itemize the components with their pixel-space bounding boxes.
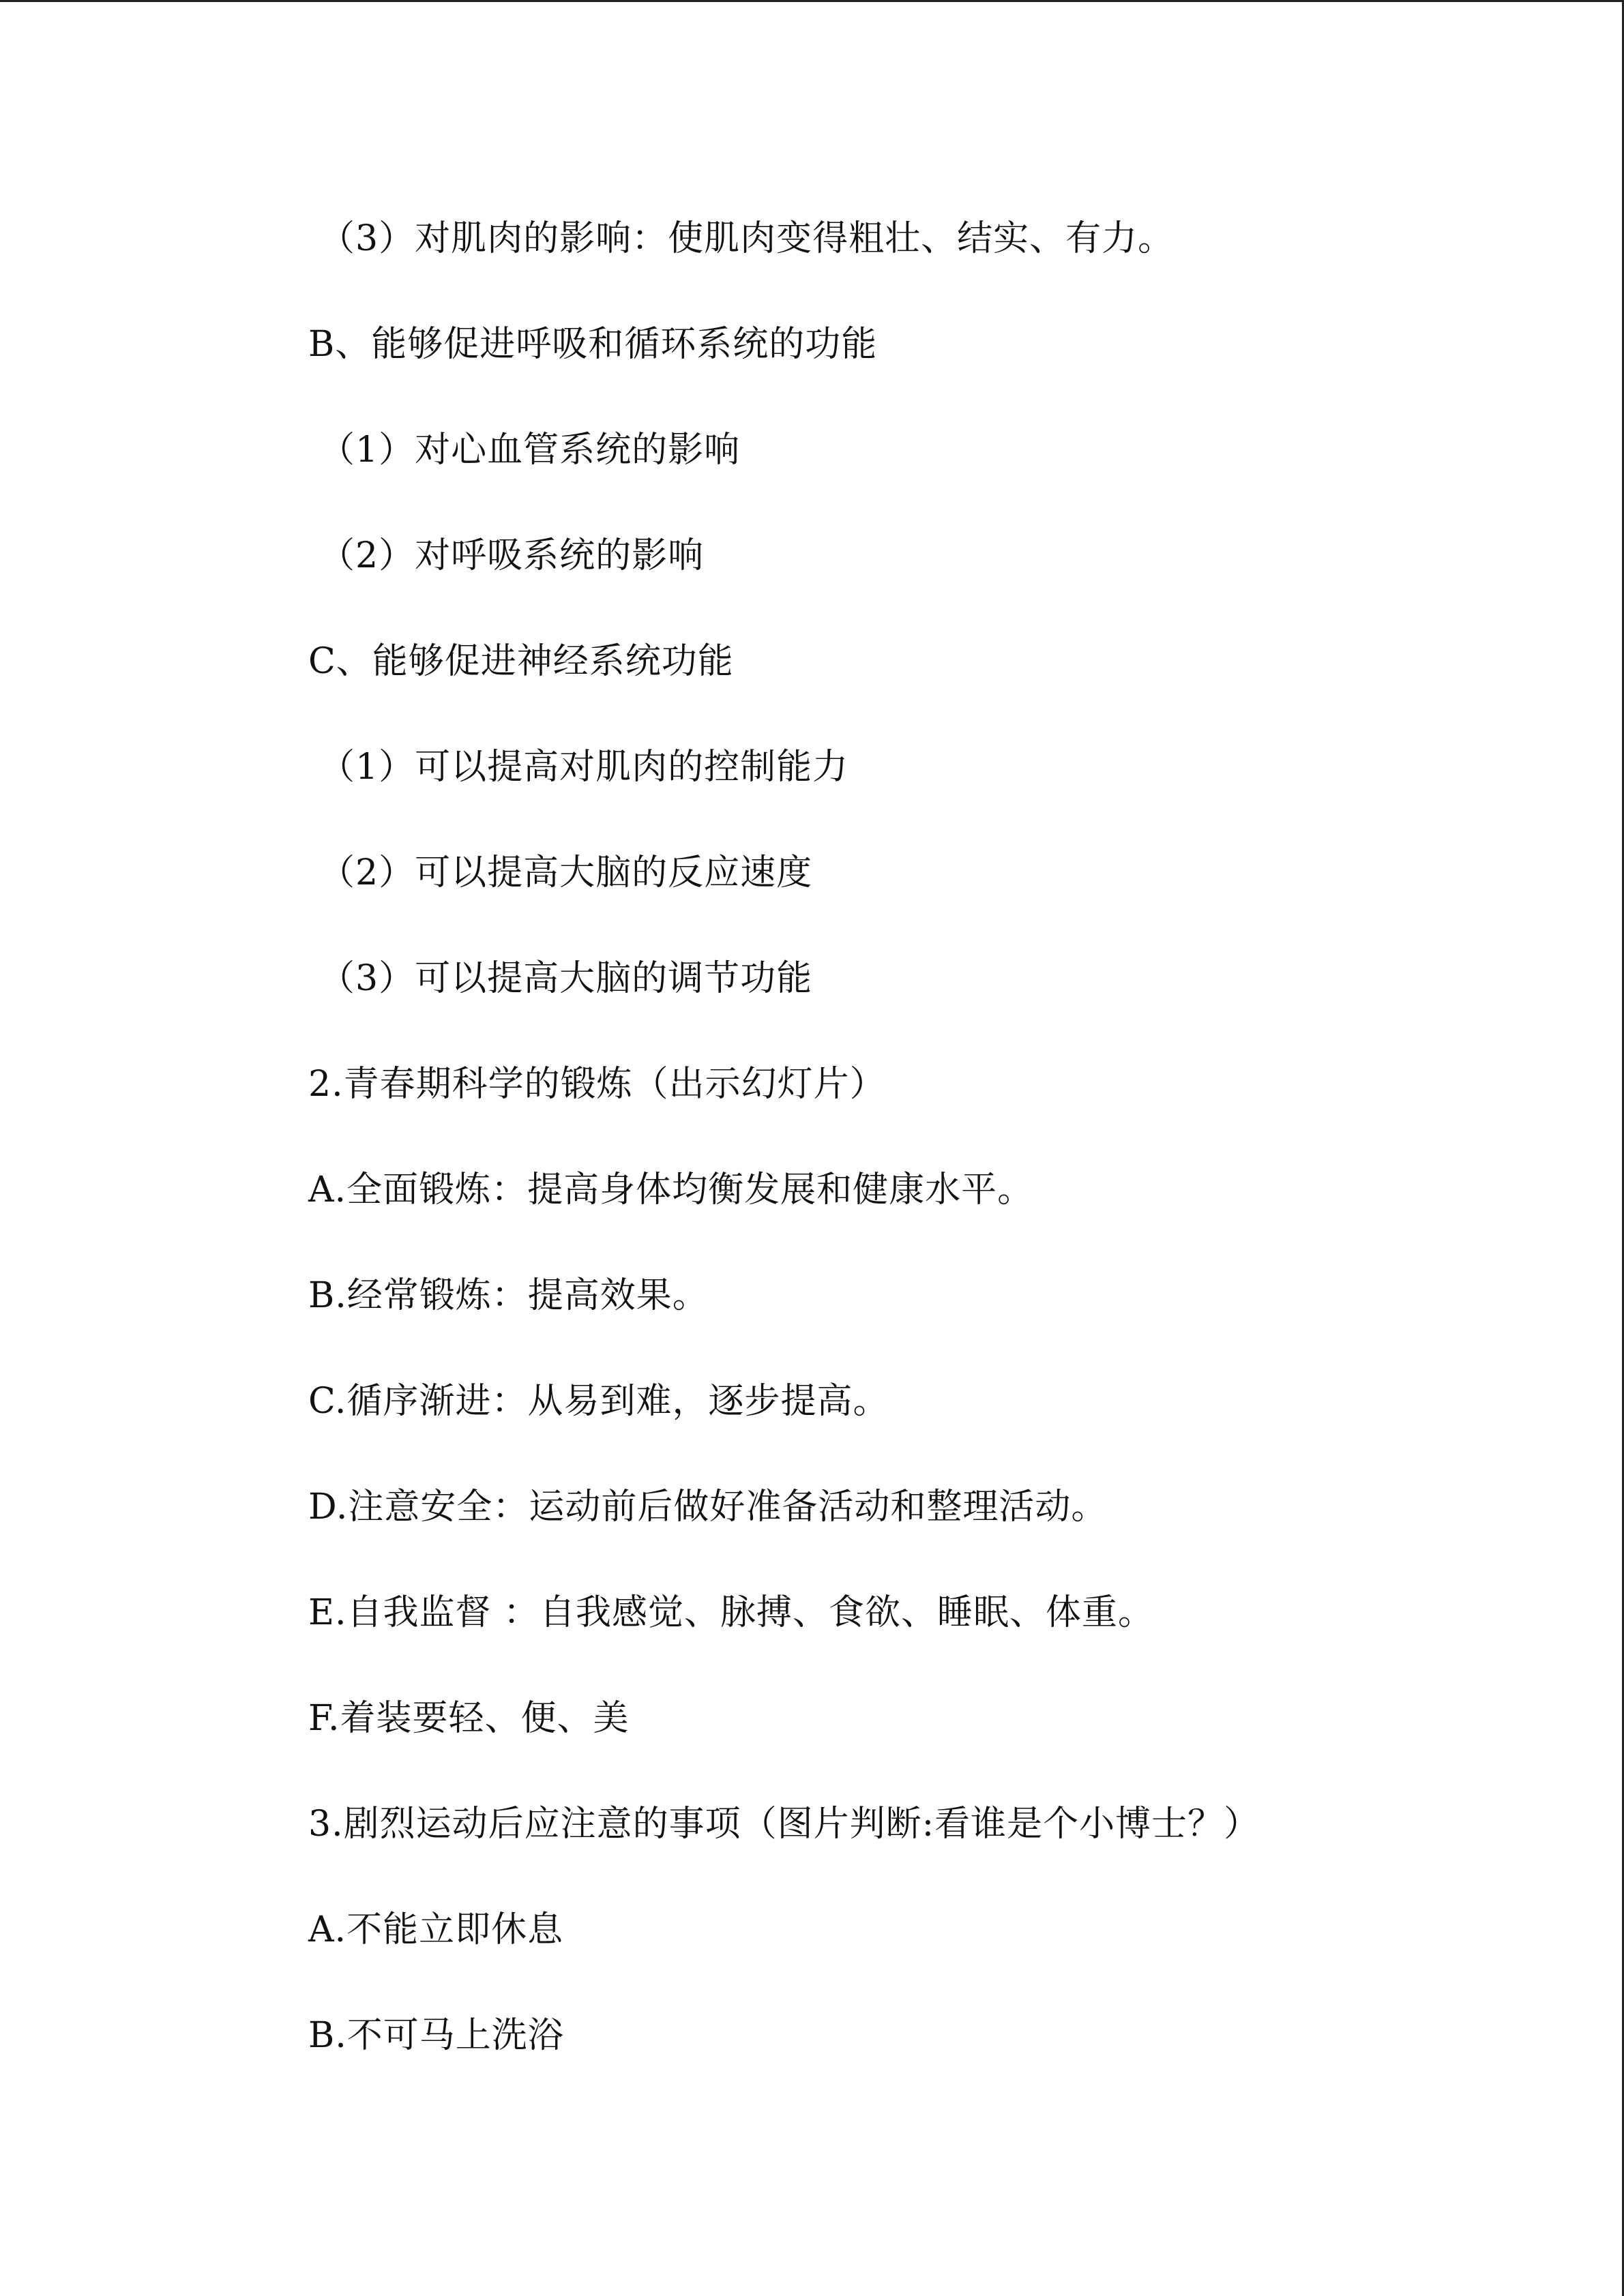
text-line: 3.剧烈运动后应注意的事项（图片判断:看谁是个小博士？） [308, 1804, 1260, 1845]
text-line: B、能够促进呼吸和循环系统的功能 [308, 324, 878, 365]
text-line: （2）可以提高大脑的反应速度 [319, 852, 813, 893]
text-line: B.不可马上洗浴 [308, 2015, 564, 2056]
text-line: E.自我监督 ：自我感觉、脉搏、食欲、睡眠、体重。 [308, 1592, 1155, 1633]
document-body [308, 206, 1468, 2108]
text-line: C、能够促进神经系统功能 [308, 641, 734, 682]
text-line: D.注意安全：运动前后做好准备活动和整理活动。 [308, 1487, 1108, 1527]
text-line: （1）可以提高对肌肉的控制能力 [319, 747, 849, 788]
text-line: （2）对呼吸系统的影响 [319, 535, 705, 576]
text-line: 2.青春期科学的锻炼（出示幻灯片） [308, 1064, 886, 1105]
text-line: （3）可以提高大脑的调节功能 [319, 958, 813, 999]
text-line: F.着装要轻、便、美 [308, 1698, 630, 1739]
text-line: B.经常锻炼：提高效果。 [308, 1275, 709, 1316]
text-line: C.循序渐进：从易到难，逐步提高。 [308, 1381, 889, 1422]
text-line: （1）对心血管系统的影响 [319, 430, 741, 471]
text-line: （3）对肌肉的影响：使肌肉变得粗壮、结实、有力。 [319, 218, 1175, 259]
text-line: A.不能立即休息 [308, 1909, 564, 1950]
text-line: A.全面锻炼：提高身体均衡发展和健康水平。 [308, 1169, 1034, 1210]
